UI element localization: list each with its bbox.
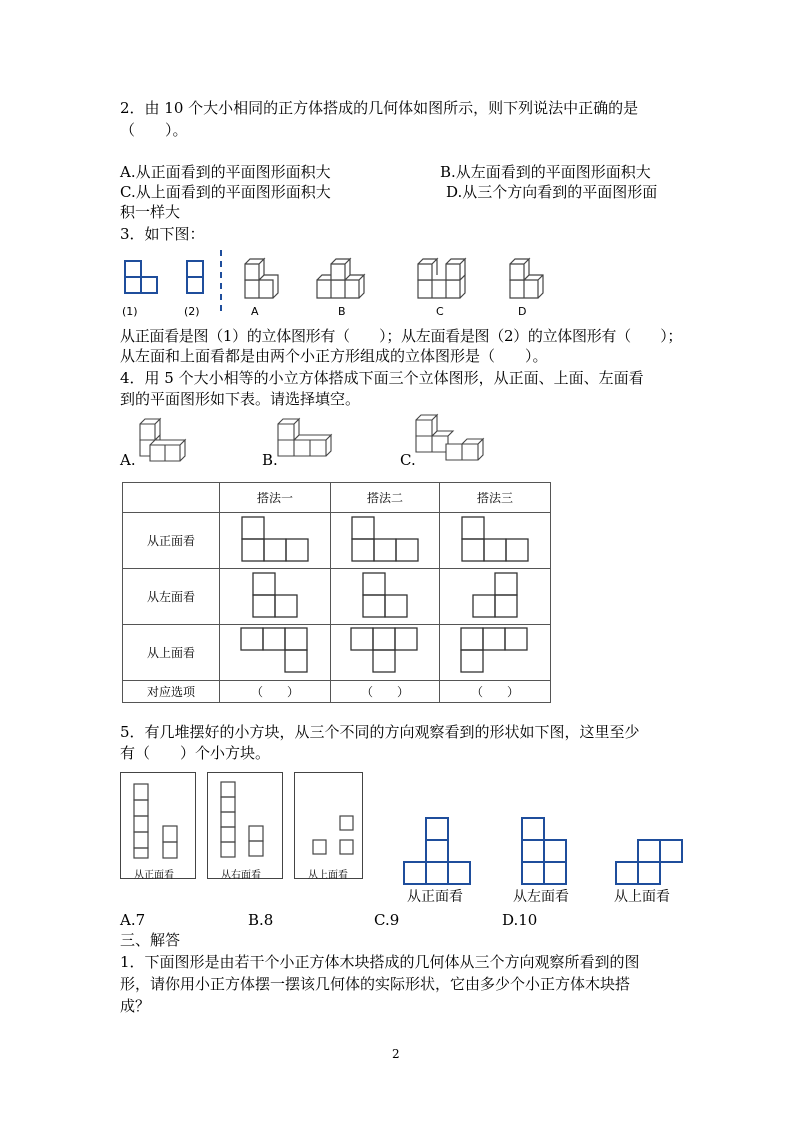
q2-option-a: A.从正面看到的平面图形面积大	[120, 163, 331, 181]
q2-option-c: C.从上面看到的平面图形面积大	[120, 183, 331, 201]
q3-title: 3．如下图：	[120, 225, 205, 243]
cell-top-3	[440, 625, 551, 681]
q2-stem-line1: 2．由 10 个大小相同的正方体搭成的几何体如图所示，则下列说法中正确的是	[120, 99, 639, 117]
q5-caption-right-a: 从右面看	[221, 870, 261, 881]
q4-solids	[138, 414, 498, 466]
q3-label-2: (2)	[184, 305, 200, 318]
cell-top-2	[331, 625, 440, 681]
q4-label-b: B.	[262, 451, 278, 469]
q5-views-blue	[402, 814, 692, 886]
q3-label-a: A	[251, 305, 259, 318]
q5-caption-left-b: 从左面看	[513, 889, 569, 905]
q5-option-b: B.8	[248, 911, 274, 929]
cell-left-2	[331, 569, 440, 625]
q5-caption-front-a: 从正面看	[134, 870, 174, 881]
table-header-empty	[123, 483, 220, 513]
q2-option-b: B.从左面看到的平面图形面积大	[440, 163, 651, 181]
section3-q1-line1: 1．下面图形是由若干个小正方体木块搭成的几何体从三个方向观察所看到的图	[120, 953, 640, 971]
q4-stem-line1: 4．用 5 个大小相等的小立方体搭成下面三个立体图形，从正面、上面、左面看	[120, 369, 644, 387]
q4-label-a: A.	[120, 451, 136, 469]
table-header-method1: 搭法一	[220, 483, 331, 513]
cell-top-1	[220, 625, 331, 681]
q4-label-c: C.	[400, 451, 416, 469]
answer-blank-1[interactable]: （ ）	[220, 681, 331, 703]
q5-caption-top-b: 从上面看	[614, 889, 670, 905]
q4-views-table	[122, 482, 551, 703]
q3-label-1: (1)	[122, 305, 138, 318]
cell-front-2	[331, 513, 440, 569]
q5-option-d: D.10	[502, 911, 538, 929]
answer-blank-3[interactable]: （ ）	[440, 681, 551, 703]
q5-option-a: A.7	[120, 911, 146, 929]
cell-front-3	[440, 513, 551, 569]
answer-blank-2[interactable]: （ ）	[331, 681, 440, 703]
section3-q1-line3: 成？	[120, 997, 151, 1015]
q2-option-d: D.从三个方向看到的平面图形面	[446, 183, 658, 201]
table-header-method2: 搭法二	[331, 483, 440, 513]
cell-left-3	[440, 569, 551, 625]
q5-caption-top-a: 从上面看	[308, 870, 348, 881]
q5-option-c: C.9	[374, 911, 400, 929]
q4-stem-line2: 到的平面图形如下表。请选择填空。	[120, 390, 361, 408]
q3-label-b: B	[338, 305, 346, 318]
q5-caption-front-b: 从正面看	[407, 889, 463, 905]
q5-stem-line1: 5．有几堆摆好的小方块，从三个不同的方向观察看到的形状如下图，这里至少	[120, 723, 640, 741]
q2-option-d-cont: 积一样大	[120, 203, 181, 221]
q2-stem-line2: （ ）。	[120, 121, 188, 139]
section3-title: 三、解答	[120, 931, 181, 949]
row-label-left: 从左面看	[123, 569, 220, 625]
table-header-method3: 搭法三	[440, 483, 551, 513]
cell-left-1	[220, 569, 331, 625]
section3-q1-line2: 形，请你用小正方体摆一摆该几何体的实际形状，它由多少个小正方体木块搭	[120, 975, 631, 993]
row-label-option: 对应选项	[123, 681, 220, 703]
page-number: 2	[392, 1047, 400, 1061]
q3-label-c: C	[436, 305, 444, 318]
q5-stem-line2: 有（ ）个小方块。	[120, 744, 271, 762]
row-label-front: 从正面看	[123, 513, 220, 569]
row-label-top: 从上面看	[123, 625, 220, 681]
cell-front-1	[220, 513, 331, 569]
q3-label-d: D	[518, 305, 527, 318]
q3-question-line1: 从正面看是图（1）的立体图形有（ ）；从左面看是图（2）的立体图形有（ ）；	[120, 327, 683, 345]
q3-question-line2: 从左面和上面看都是由两个小正方形组成的立体图形是（ ）。	[120, 347, 548, 365]
